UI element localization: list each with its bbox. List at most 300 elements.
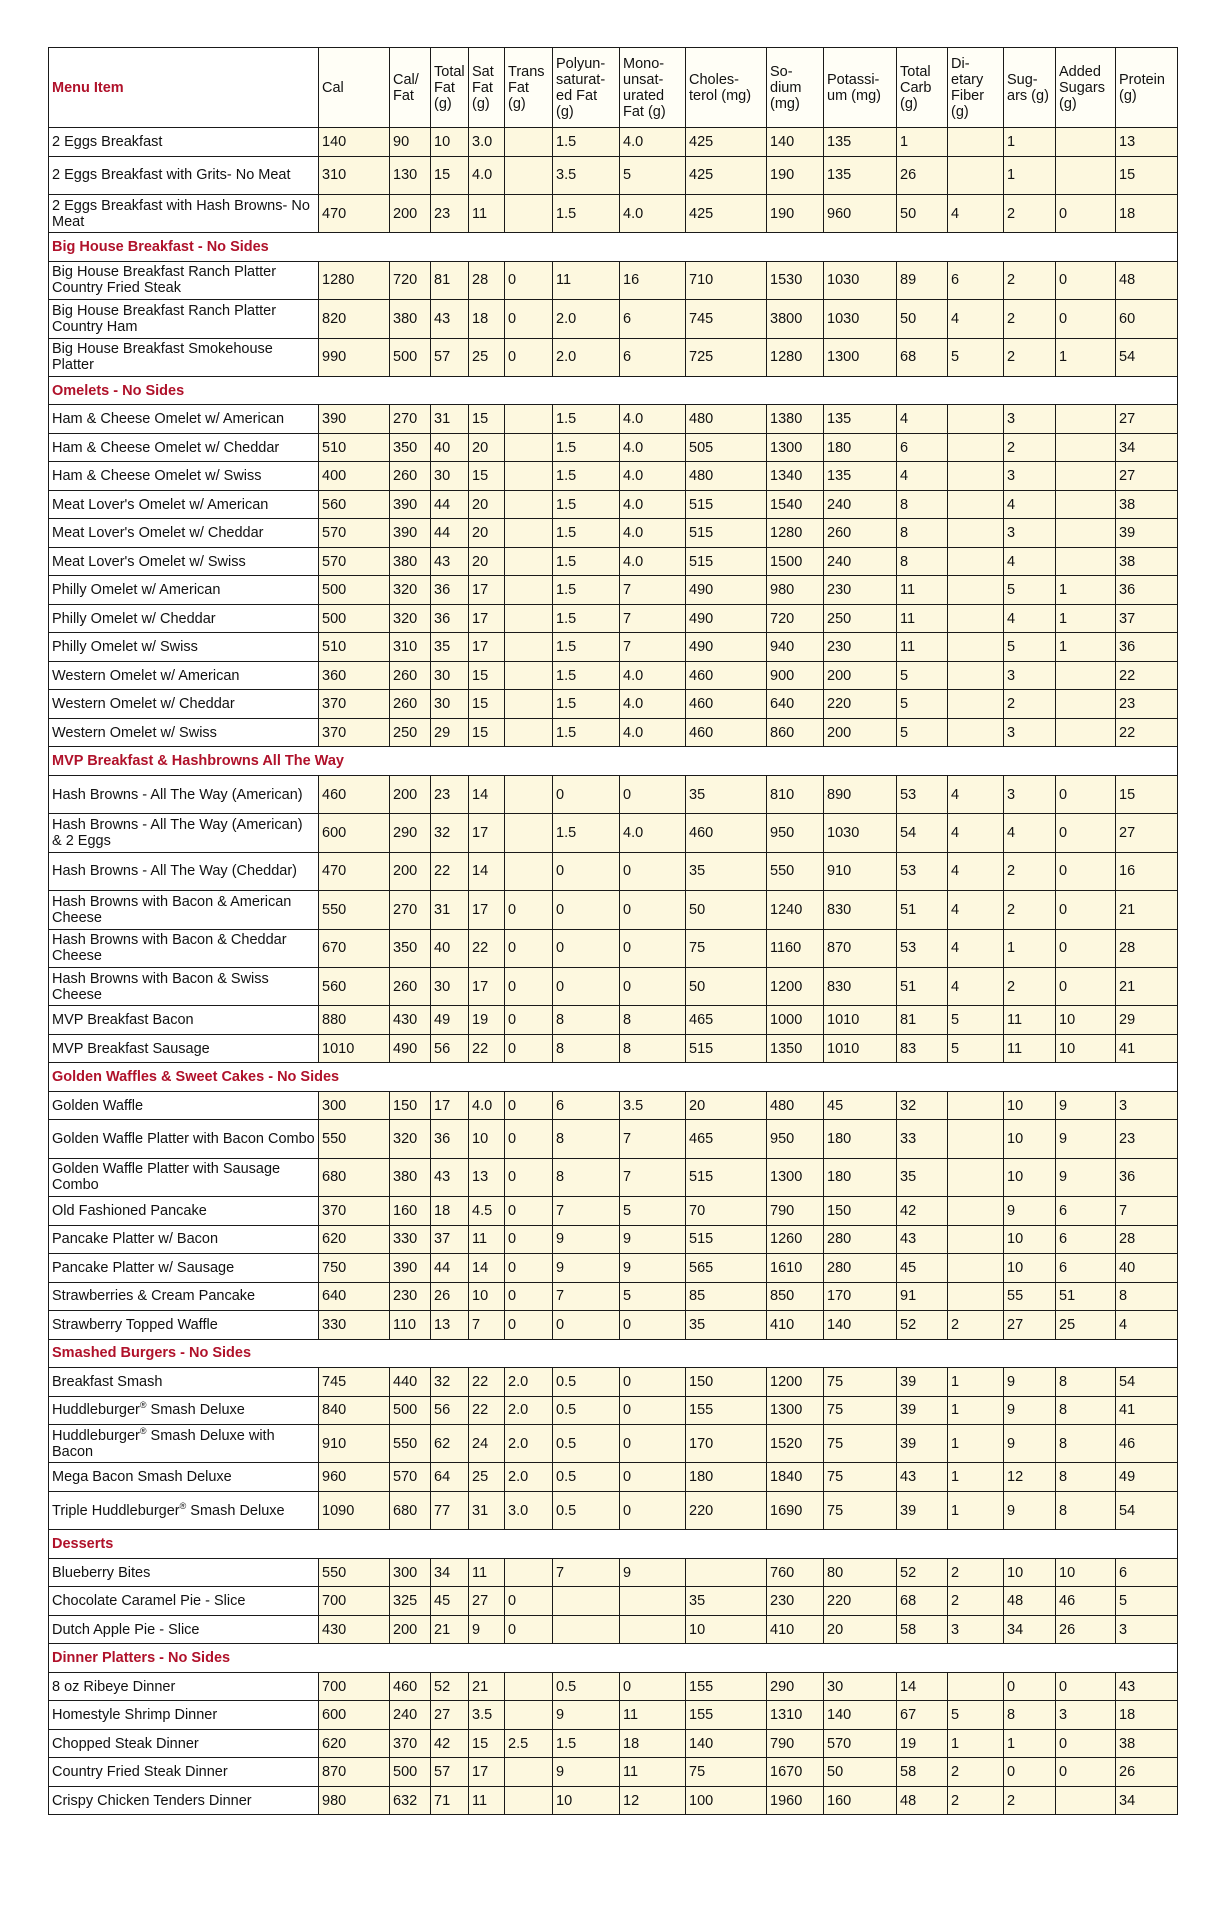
cell-cal: 1280	[319, 261, 390, 299]
cell-potassi-um-mg: 160	[824, 1786, 897, 1815]
cell-polyun-saturat-ed-fat-g: 1.5	[553, 433, 620, 462]
cell-sat-fat-g: 17	[469, 814, 505, 852]
cell-di-etary-fiber-g: 1	[948, 1491, 1004, 1529]
cell-sug-ars-g: 10	[1004, 1158, 1056, 1196]
cell-choles-terol-mg: 140	[686, 1729, 767, 1758]
cell-total-carb-g: 58	[897, 1615, 948, 1644]
cell-sug-ars-g: 55	[1004, 1282, 1056, 1311]
table-row	[49, 1282, 1178, 1311]
cell-di-etary-fiber-g: 2	[948, 1558, 1004, 1587]
cell-protein-g: 41	[1116, 1034, 1178, 1063]
cell-cal: 550	[319, 891, 390, 929]
cell-total-carb-g: 8	[897, 519, 948, 548]
section-header-row	[49, 747, 1178, 776]
cell-sug-ars-g: 1	[1004, 929, 1056, 967]
menu-item-name: Western Omelet w/ Swiss	[49, 718, 319, 747]
cell-choles-terol-mg: 515	[686, 519, 767, 548]
cell-sat-fat-g: 17	[469, 1758, 505, 1787]
table-row	[49, 967, 1178, 1005]
cell-cal-fat: 380	[390, 300, 431, 338]
cell-cal-fat: 680	[390, 1491, 431, 1529]
column-header-cal-fat: Cal/ Fat	[390, 48, 431, 128]
cell-total-carb-g: 6	[897, 433, 948, 462]
cell-total-carb-g: 19	[897, 1729, 948, 1758]
nutrition-table	[48, 47, 1178, 1815]
cell-trans-fat-g	[505, 852, 553, 890]
cell-sug-ars-g: 11	[1004, 1034, 1056, 1063]
cell-trans-fat-g: 3.0	[505, 1491, 553, 1529]
cell-di-etary-fiber-g: 3	[948, 1615, 1004, 1644]
cell-potassi-um-mg: 220	[824, 1587, 897, 1616]
cell-cal-fat: 460	[390, 1672, 431, 1701]
cell-protein-g: 36	[1116, 576, 1178, 605]
cell-potassi-um-mg: 280	[824, 1225, 897, 1254]
cell-di-etary-fiber-g: 4	[948, 775, 1004, 813]
cell-cal: 400	[319, 462, 390, 491]
cell-polyun-saturat-ed-fat-g: 10	[553, 1786, 620, 1815]
cell-mono-unsat-urated-fat-g: 0	[620, 852, 686, 890]
cell-total-fat-g: 18	[431, 1197, 469, 1226]
cell-cal-fat: 270	[390, 891, 431, 929]
cell-protein-g: 39	[1116, 519, 1178, 548]
cell-sug-ars-g: 3	[1004, 405, 1056, 434]
cell-total-carb-g: 54	[897, 814, 948, 852]
cell-potassi-um-mg: 150	[824, 1197, 897, 1226]
cell-sat-fat-g: 11	[469, 194, 505, 232]
menu-item-name: Western Omelet w/ Cheddar	[49, 690, 319, 719]
cell-total-carb-g: 35	[897, 1158, 948, 1196]
cell-total-carb-g: 43	[897, 1463, 948, 1492]
cell-total-fat-g: 23	[431, 194, 469, 232]
menu-item-name: 8 oz Ribeye Dinner	[49, 1672, 319, 1701]
cell-so-dium-mg: 950	[767, 1120, 824, 1158]
cell-added-sugars-g: 9	[1056, 1158, 1116, 1196]
cell-trans-fat-g	[505, 576, 553, 605]
cell-cal: 640	[319, 1282, 390, 1311]
section-title: Desserts	[49, 1530, 1178, 1559]
cell-cal-fat: 250	[390, 718, 431, 747]
cell-total-carb-g: 39	[897, 1425, 948, 1463]
cell-sug-ars-g: 9	[1004, 1368, 1056, 1397]
cell-sug-ars-g: 34	[1004, 1615, 1056, 1644]
cell-trans-fat-g: 0	[505, 1006, 553, 1035]
cell-trans-fat-g	[505, 405, 553, 434]
cell-cal: 510	[319, 633, 390, 662]
cell-cal: 560	[319, 967, 390, 1005]
cell-polyun-saturat-ed-fat-g: 0.5	[553, 1463, 620, 1492]
cell-cal-fat: 290	[390, 814, 431, 852]
cell-di-etary-fiber-g	[948, 1120, 1004, 1158]
cell-di-etary-fiber-g: 5	[948, 1006, 1004, 1035]
cell-cal: 820	[319, 300, 390, 338]
cell-so-dium-mg: 140	[767, 128, 824, 157]
cell-protein-g: 36	[1116, 1158, 1178, 1196]
cell-so-dium-mg: 1670	[767, 1758, 824, 1787]
table-row	[49, 929, 1178, 967]
cell-di-etary-fiber-g: 4	[948, 300, 1004, 338]
cell-added-sugars-g	[1056, 547, 1116, 576]
cell-cal-fat: 720	[390, 261, 431, 299]
menu-item-name: Hash Browns - All The Way (American)	[49, 775, 319, 813]
cell-cal-fat: 260	[390, 661, 431, 690]
cell-total-fat-g: 77	[431, 1491, 469, 1529]
cell-polyun-saturat-ed-fat-g: 1.5	[553, 462, 620, 491]
cell-polyun-saturat-ed-fat-g: 1.5	[553, 547, 620, 576]
menu-item-name: Ham & Cheese Omelet w/ Cheddar	[49, 433, 319, 462]
cell-cal: 600	[319, 1701, 390, 1730]
cell-total-fat-g: 10	[431, 128, 469, 157]
cell-cal-fat: 320	[390, 1120, 431, 1158]
cell-cal-fat: 270	[390, 405, 431, 434]
cell-total-carb-g: 58	[897, 1758, 948, 1787]
table-body	[49, 128, 1178, 1815]
cell-cal-fat: 310	[390, 633, 431, 662]
cell-total-carb-g: 42	[897, 1197, 948, 1226]
cell-added-sugars-g: 3	[1056, 1701, 1116, 1730]
cell-cal-fat: 500	[390, 1396, 431, 1425]
cell-so-dium-mg: 1960	[767, 1786, 824, 1815]
cell-di-etary-fiber-g: 1	[948, 1368, 1004, 1397]
cell-protein-g: 6	[1116, 1558, 1178, 1587]
cell-sug-ars-g: 4	[1004, 547, 1056, 576]
cell-protein-g: 3	[1116, 1615, 1178, 1644]
cell-choles-terol-mg: 565	[686, 1254, 767, 1283]
cell-trans-fat-g	[505, 604, 553, 633]
cell-sat-fat-g: 3.5	[469, 1701, 505, 1730]
cell-polyun-saturat-ed-fat-g: 1.5	[553, 519, 620, 548]
cell-total-carb-g: 11	[897, 576, 948, 605]
cell-so-dium-mg: 790	[767, 1729, 824, 1758]
cell-mono-unsat-urated-fat-g: 4.0	[620, 547, 686, 576]
cell-sug-ars-g: 9	[1004, 1491, 1056, 1529]
cell-added-sugars-g: 1	[1056, 338, 1116, 376]
cell-choles-terol-mg: 505	[686, 433, 767, 462]
menu-item-name: Philly Omelet w/ American	[49, 576, 319, 605]
cell-potassi-um-mg: 890	[824, 775, 897, 813]
menu-item-name: Philly Omelet w/ Swiss	[49, 633, 319, 662]
cell-total-fat-g: 17	[431, 1091, 469, 1120]
cell-sat-fat-g: 11	[469, 1225, 505, 1254]
cell-di-etary-fiber-g	[948, 1282, 1004, 1311]
cell-total-fat-g: 57	[431, 1758, 469, 1787]
cell-potassi-um-mg: 140	[824, 1701, 897, 1730]
cell-cal: 140	[319, 128, 390, 157]
cell-di-etary-fiber-g	[948, 519, 1004, 548]
cell-choles-terol-mg: 490	[686, 576, 767, 605]
cell-total-fat-g: 45	[431, 1587, 469, 1616]
cell-sat-fat-g: 24	[469, 1425, 505, 1463]
cell-total-fat-g: 64	[431, 1463, 469, 1492]
table-row	[49, 1158, 1178, 1196]
cell-di-etary-fiber-g	[948, 1158, 1004, 1196]
cell-choles-terol-mg: 710	[686, 261, 767, 299]
cell-sat-fat-g: 10	[469, 1282, 505, 1311]
cell-di-etary-fiber-g: 5	[948, 1701, 1004, 1730]
cell-sat-fat-g: 20	[469, 519, 505, 548]
cell-total-carb-g: 53	[897, 775, 948, 813]
cell-potassi-um-mg: 230	[824, 576, 897, 605]
cell-total-fat-g: 30	[431, 967, 469, 1005]
cell-total-fat-g: 52	[431, 1672, 469, 1701]
cell-total-carb-g: 33	[897, 1120, 948, 1158]
menu-item-name: Hash Browns with Bacon & Swiss Cheese	[49, 967, 319, 1005]
cell-added-sugars-g: 6	[1056, 1254, 1116, 1283]
cell-cal-fat: 350	[390, 433, 431, 462]
cell-sat-fat-g: 22	[469, 1396, 505, 1425]
cell-choles-terol-mg: 35	[686, 1587, 767, 1616]
table-row	[49, 1729, 1178, 1758]
cell-sat-fat-g: 18	[469, 300, 505, 338]
cell-protein-g: 46	[1116, 1425, 1178, 1463]
cell-choles-terol-mg: 460	[686, 661, 767, 690]
section-header-row	[49, 1063, 1178, 1092]
cell-protein-g: 28	[1116, 929, 1178, 967]
cell-sat-fat-g: 4.5	[469, 1197, 505, 1226]
cell-cal: 840	[319, 1396, 390, 1425]
cell-cal: 870	[319, 1758, 390, 1787]
cell-protein-g: 54	[1116, 1491, 1178, 1529]
table-row	[49, 661, 1178, 690]
cell-added-sugars-g: 25	[1056, 1311, 1116, 1340]
cell-potassi-um-mg: 20	[824, 1615, 897, 1644]
cell-protein-g: 23	[1116, 690, 1178, 719]
cell-sug-ars-g: 3	[1004, 661, 1056, 690]
cell-polyun-saturat-ed-fat-g: 8	[553, 1158, 620, 1196]
cell-so-dium-mg: 790	[767, 1197, 824, 1226]
cell-total-fat-g: 21	[431, 1615, 469, 1644]
cell-polyun-saturat-ed-fat-g: 0	[553, 852, 620, 890]
cell-added-sugars-g	[1056, 128, 1116, 157]
cell-protein-g: 36	[1116, 633, 1178, 662]
table-row	[49, 1425, 1178, 1463]
cell-added-sugars-g: 6	[1056, 1197, 1116, 1226]
cell-potassi-um-mg: 80	[824, 1558, 897, 1587]
cell-di-etary-fiber-g	[948, 1254, 1004, 1283]
cell-total-fat-g: 62	[431, 1425, 469, 1463]
cell-cal: 370	[319, 718, 390, 747]
cell-total-carb-g: 52	[897, 1558, 948, 1587]
cell-mono-unsat-urated-fat-g: 4.0	[620, 814, 686, 852]
cell-mono-unsat-urated-fat-g: 0	[620, 1672, 686, 1701]
cell-added-sugars-g: 0	[1056, 194, 1116, 232]
cell-di-etary-fiber-g	[948, 633, 1004, 662]
cell-protein-g: 16	[1116, 852, 1178, 890]
table-row	[49, 1120, 1178, 1158]
cell-protein-g: 27	[1116, 405, 1178, 434]
cell-mono-unsat-urated-fat-g: 4.0	[620, 690, 686, 719]
menu-item-name: Meat Lover's Omelet w/ American	[49, 490, 319, 519]
cell-sug-ars-g: 48	[1004, 1587, 1056, 1616]
cell-choles-terol-mg: 155	[686, 1701, 767, 1730]
cell-polyun-saturat-ed-fat-g	[553, 1615, 620, 1644]
cell-di-etary-fiber-g	[948, 433, 1004, 462]
cell-polyun-saturat-ed-fat-g: 1.5	[553, 633, 620, 662]
cell-trans-fat-g	[505, 547, 553, 576]
section-header-row	[49, 233, 1178, 262]
menu-item-name: Big House Breakfast Ranch Platter Country Fried Steak	[49, 261, 319, 299]
cell-choles-terol-mg: 515	[686, 1225, 767, 1254]
table-row	[49, 718, 1178, 747]
cell-total-carb-g: 67	[897, 1701, 948, 1730]
cell-sug-ars-g: 1	[1004, 156, 1056, 194]
cell-sat-fat-g: 17	[469, 604, 505, 633]
table-row	[49, 1091, 1178, 1120]
cell-cal: 570	[319, 547, 390, 576]
table-row	[49, 1254, 1178, 1283]
cell-mono-unsat-urated-fat-g: 0	[620, 1463, 686, 1492]
cell-di-etary-fiber-g: 2	[948, 1758, 1004, 1787]
cell-di-etary-fiber-g: 2	[948, 1311, 1004, 1340]
cell-trans-fat-g: 2.0	[505, 1425, 553, 1463]
cell-choles-terol-mg: 725	[686, 338, 767, 376]
cell-sat-fat-g: 17	[469, 967, 505, 1005]
cell-sug-ars-g: 2	[1004, 1786, 1056, 1815]
table-row	[49, 1197, 1178, 1226]
cell-cal: 680	[319, 1158, 390, 1196]
cell-polyun-saturat-ed-fat-g: 0.5	[553, 1672, 620, 1701]
cell-so-dium-mg: 1280	[767, 338, 824, 376]
cell-sat-fat-g: 22	[469, 1034, 505, 1063]
cell-added-sugars-g	[1056, 718, 1116, 747]
cell-cal-fat: 200	[390, 852, 431, 890]
cell-polyun-saturat-ed-fat-g: 1.5	[553, 490, 620, 519]
cell-total-carb-g: 8	[897, 547, 948, 576]
table-row	[49, 1368, 1178, 1397]
cell-so-dium-mg: 1610	[767, 1254, 824, 1283]
cell-polyun-saturat-ed-fat-g: 1.5	[553, 405, 620, 434]
cell-choles-terol-mg: 180	[686, 1463, 767, 1492]
cell-mono-unsat-urated-fat-g: 4.0	[620, 718, 686, 747]
cell-potassi-um-mg: 1300	[824, 338, 897, 376]
cell-protein-g: 43	[1116, 1672, 1178, 1701]
cell-added-sugars-g	[1056, 156, 1116, 194]
column-header-sug-ars-g: Sug- ars (g)	[1004, 48, 1056, 128]
cell-di-etary-fiber-g: 5	[948, 338, 1004, 376]
cell-potassi-um-mg: 250	[824, 604, 897, 633]
cell-so-dium-mg: 190	[767, 194, 824, 232]
cell-total-carb-g: 26	[897, 156, 948, 194]
cell-polyun-saturat-ed-fat-g: 0.5	[553, 1491, 620, 1529]
menu-item-name: Meat Lover's Omelet w/ Cheddar	[49, 519, 319, 548]
cell-choles-terol-mg: 480	[686, 405, 767, 434]
cell-sat-fat-g: 7	[469, 1311, 505, 1340]
cell-sat-fat-g: 20	[469, 490, 505, 519]
cell-cal: 470	[319, 194, 390, 232]
cell-mono-unsat-urated-fat-g: 7	[620, 633, 686, 662]
cell-polyun-saturat-ed-fat-g: 7	[553, 1282, 620, 1311]
table-row	[49, 156, 1178, 194]
cell-potassi-um-mg: 180	[824, 1158, 897, 1196]
cell-total-carb-g: 89	[897, 261, 948, 299]
cell-polyun-saturat-ed-fat-g: 0	[553, 775, 620, 813]
cell-di-etary-fiber-g: 1	[948, 1463, 1004, 1492]
cell-protein-g: 49	[1116, 1463, 1178, 1492]
cell-di-etary-fiber-g	[948, 462, 1004, 491]
cell-choles-terol-mg: 70	[686, 1197, 767, 1226]
header-row	[49, 48, 1178, 128]
table-row	[49, 1491, 1178, 1529]
cell-di-etary-fiber-g	[948, 718, 1004, 747]
cell-polyun-saturat-ed-fat-g: 1.5	[553, 604, 620, 633]
cell-choles-terol-mg: 75	[686, 1758, 767, 1787]
cell-polyun-saturat-ed-fat-g: 0	[553, 929, 620, 967]
cell-sug-ars-g: 2	[1004, 852, 1056, 890]
table-row	[49, 1311, 1178, 1340]
cell-added-sugars-g	[1056, 490, 1116, 519]
cell-total-fat-g: 43	[431, 547, 469, 576]
cell-so-dium-mg: 980	[767, 576, 824, 605]
cell-so-dium-mg: 230	[767, 1587, 824, 1616]
menu-item-name: Country Fried Steak Dinner	[49, 1758, 319, 1787]
cell-sug-ars-g: 2	[1004, 194, 1056, 232]
cell-added-sugars-g	[1056, 690, 1116, 719]
column-header-mono-unsat-urated-fat-g: Mono- unsat- urated Fat (g)	[620, 48, 686, 128]
cell-added-sugars-g: 0	[1056, 300, 1116, 338]
cell-protein-g: 22	[1116, 661, 1178, 690]
cell-so-dium-mg: 940	[767, 633, 824, 662]
menu-item-name: Ham & Cheese Omelet w/ Swiss	[49, 462, 319, 491]
cell-total-carb-g: 53	[897, 852, 948, 890]
cell-protein-g: 27	[1116, 462, 1178, 491]
cell-sat-fat-g: 11	[469, 1786, 505, 1815]
cell-protein-g: 37	[1116, 604, 1178, 633]
cell-so-dium-mg: 190	[767, 156, 824, 194]
cell-potassi-um-mg: 135	[824, 128, 897, 157]
cell-mono-unsat-urated-fat-g: 0	[620, 967, 686, 1005]
table-row	[49, 338, 1178, 376]
cell-cal: 390	[319, 405, 390, 434]
cell-sat-fat-g: 14	[469, 852, 505, 890]
table-row	[49, 1615, 1178, 1644]
cell-protein-g: 26	[1116, 1758, 1178, 1787]
cell-added-sugars-g: 10	[1056, 1006, 1116, 1035]
cell-trans-fat-g: 0	[505, 1091, 553, 1120]
cell-di-etary-fiber-g: 1	[948, 1396, 1004, 1425]
cell-total-fat-g: 26	[431, 1282, 469, 1311]
cell-trans-fat-g	[505, 814, 553, 852]
cell-added-sugars-g	[1056, 405, 1116, 434]
cell-so-dium-mg: 1200	[767, 967, 824, 1005]
cell-cal-fat: 240	[390, 1701, 431, 1730]
cell-sug-ars-g: 27	[1004, 1311, 1056, 1340]
table-row	[49, 128, 1178, 157]
column-header-added-sugars-g: Added Sugars (g)	[1056, 48, 1116, 128]
cell-sug-ars-g: 11	[1004, 1006, 1056, 1035]
table-row	[49, 852, 1178, 890]
cell-mono-unsat-urated-fat-g: 5	[620, 1197, 686, 1226]
cell-so-dium-mg: 860	[767, 718, 824, 747]
cell-added-sugars-g: 46	[1056, 1587, 1116, 1616]
cell-total-carb-g: 5	[897, 690, 948, 719]
cell-added-sugars-g: 0	[1056, 852, 1116, 890]
cell-added-sugars-g: 0	[1056, 929, 1116, 967]
cell-polyun-saturat-ed-fat-g: 0	[553, 1311, 620, 1340]
cell-so-dium-mg: 760	[767, 1558, 824, 1587]
cell-cal: 910	[319, 1425, 390, 1463]
column-header-choles-terol-mg: Choles- terol (mg)	[686, 48, 767, 128]
cell-trans-fat-g: 2.0	[505, 1368, 553, 1397]
cell-sat-fat-g: 28	[469, 261, 505, 299]
cell-so-dium-mg: 1340	[767, 462, 824, 491]
cell-protein-g: 18	[1116, 194, 1178, 232]
cell-so-dium-mg: 810	[767, 775, 824, 813]
table-row	[49, 1701, 1178, 1730]
cell-potassi-um-mg: 280	[824, 1254, 897, 1283]
cell-polyun-saturat-ed-fat-g: 9	[553, 1758, 620, 1787]
cell-di-etary-fiber-g	[948, 405, 1004, 434]
cell-total-carb-g: 5	[897, 718, 948, 747]
cell-added-sugars-g: 8	[1056, 1425, 1116, 1463]
